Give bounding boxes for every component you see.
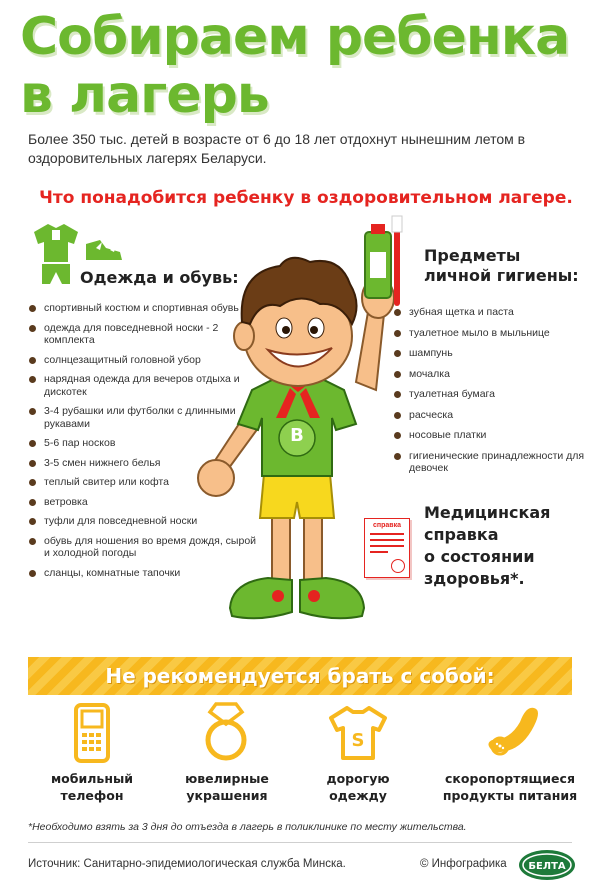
sausage-icon xyxy=(480,704,550,762)
list-item: туалетное мыло в мыльнице xyxy=(393,327,593,340)
list-item: теплый свитер или кофта xyxy=(28,476,260,489)
list-item: нарядная одежда для вечеров отдыха и дискотек xyxy=(28,373,260,398)
list-item: солнцезащитный головной убор xyxy=(28,354,260,367)
item-label-line-2: одежду xyxy=(329,788,387,803)
not-recommended-title: Не рекомендуется брать с собой: xyxy=(105,664,495,688)
ring-icon xyxy=(198,700,254,762)
svg-text:S: S xyxy=(351,730,365,751)
list-item: носовые платки xyxy=(393,429,593,442)
medical-document-icon xyxy=(364,518,410,578)
not-recommended-item-phone xyxy=(22,770,162,804)
list-item: 3-4 рубашки или футболки с длинными рукавами xyxy=(28,405,260,430)
medical-line-3: о состоянии xyxy=(424,547,535,566)
list-item: обувь для ношения во время дождя, сырой и холодной погоды xyxy=(28,535,260,560)
item-label-line-1: мобильный xyxy=(50,771,134,786)
hygiene-title-line-1: Предметы xyxy=(424,246,521,265)
not-recommended-item-clothes xyxy=(288,770,428,804)
mobile-phone-icon xyxy=(74,703,110,763)
tshirt-icon xyxy=(327,706,389,760)
title-line-1: Собираем ребенка xyxy=(20,7,570,67)
not-recommended-item-jewelry xyxy=(157,770,297,804)
medical-line-4: здоровья*. xyxy=(424,569,525,588)
list-item: одежда для повседневной носки - 2 комплекта xyxy=(28,322,260,347)
list-item: 5-6 пар носков xyxy=(28,437,260,450)
list-item: туалетная бумага xyxy=(393,388,593,401)
hygiene-list xyxy=(393,306,593,483)
hygiene-title-line-2: личной гигиены: xyxy=(424,266,579,285)
page-title xyxy=(20,8,569,124)
list-item: туфли для повседневной носки xyxy=(28,515,260,528)
item-label-line-1: скоропортящиеся xyxy=(445,771,575,786)
intro-text: Более 350 тыс. детей в возрасте от 6 до 18 лет отдохнут нынешним летом в оздоровительных лагерях Беларуси. xyxy=(28,131,526,166)
belta-logo xyxy=(518,849,576,881)
divider xyxy=(28,842,572,843)
item-label-line-2: телефон xyxy=(60,788,124,803)
item-label-line-1: ювелирные xyxy=(185,771,269,786)
source-text: Источник: Санитарно-эпидемиологическая служба Минска. xyxy=(28,858,346,870)
section-subheading xyxy=(26,188,586,208)
credit-text: © Инфографика xyxy=(420,858,507,870)
item-label-line-2: украшения xyxy=(186,788,268,803)
list-item: шампунь xyxy=(393,347,593,360)
footnote: *Необходимо взять за 3 дня до отъезда в лагерь в поликлинике по месту жительства. xyxy=(28,821,467,833)
list-item: сланцы, комнатные тапочки xyxy=(28,567,260,580)
svg-text:БЕЛТА: БЕЛТА xyxy=(528,861,566,872)
not-recommended-item-food xyxy=(440,770,580,804)
medical-line-1: Медицинская xyxy=(424,503,551,522)
hygiene-title xyxy=(424,246,579,286)
subheading-part-1: Что понадобится xyxy=(39,188,213,208)
medical-title xyxy=(424,502,550,590)
subheading-part-3: в оздоровительном лагере. xyxy=(294,188,573,208)
list-item: спортивный костюм и спортивная обувь xyxy=(28,302,260,315)
item-label-line-1: дорогую xyxy=(326,771,390,786)
list-item: мочалка xyxy=(393,368,593,381)
item-label-line-2: продукты питания xyxy=(442,788,578,803)
title-line-2: в лагерь xyxy=(20,65,269,125)
shirt-letter: В xyxy=(290,425,304,446)
list-item: ветровка xyxy=(28,496,260,509)
medical-line-2: справка xyxy=(424,525,499,544)
list-item: расческа xyxy=(393,409,593,422)
list-item: гигиенические принадлежности для девочек xyxy=(393,450,593,475)
list-item: 3-5 смен нижнего белья xyxy=(28,457,260,470)
medical-document-label: справка xyxy=(373,522,401,529)
list-item: зубная щетка и паста xyxy=(393,306,593,319)
clothes-title: Одежда и обувь: xyxy=(80,268,239,287)
subheading-part-2: ребенку xyxy=(212,188,295,208)
